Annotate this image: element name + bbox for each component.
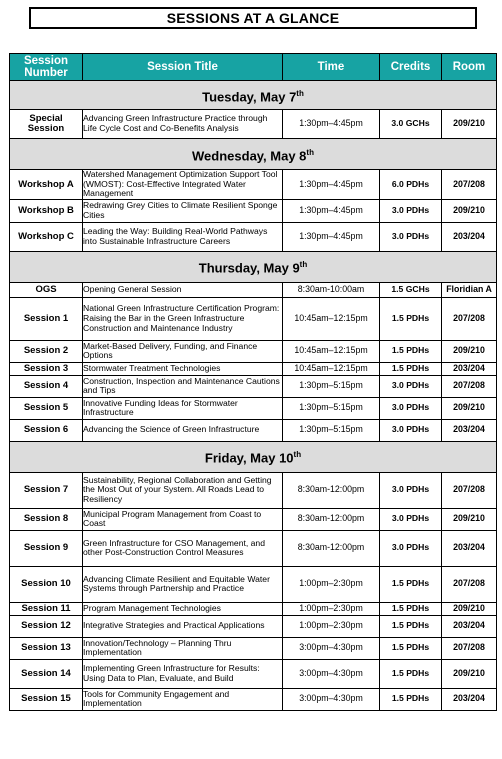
session-room: 209/210 <box>442 199 497 222</box>
day-header-row <box>10 81 497 110</box>
session-title: Advancing Green Infrastructure Practice through Life Cycle Cost and Co-Benefits Analysis <box>83 110 283 139</box>
session-number: Session 4 <box>10 375 83 397</box>
table-row <box>10 282 497 297</box>
session-credits: 1.5 PDHs <box>380 688 442 710</box>
session-room: 207/208 <box>442 637 497 659</box>
session-credits: 1.5 PDHs <box>380 340 442 362</box>
session-room: 207/208 <box>442 472 497 508</box>
header-session-number: Session Number <box>10 54 83 81</box>
session-number: OGS <box>10 282 83 297</box>
table-row <box>10 340 497 362</box>
table-row <box>10 362 497 375</box>
session-time: 3:00pm–4:30pm <box>283 659 380 688</box>
session-title: Municipal Program Management from Coast to Coast <box>83 508 283 530</box>
session-room: 207/208 <box>442 170 497 200</box>
session-credits: 1.5 PDHs <box>380 362 442 375</box>
day-header <box>10 139 497 170</box>
session-room: 207/208 <box>442 375 497 397</box>
session-credits: 1.5 PDHs <box>380 659 442 688</box>
day-header-row <box>10 139 497 170</box>
table-row <box>10 170 497 200</box>
session-time: 1:00pm–2:30pm <box>283 602 380 615</box>
session-time: 8:30am-12:00pm <box>283 508 380 530</box>
header-session-title: Session Title <box>83 54 283 81</box>
session-credits: 1.5 PDHs <box>380 615 442 637</box>
day-suffix: th <box>296 88 304 98</box>
session-title: Tools for Community Engagement and Implementation <box>83 688 283 710</box>
session-number: Workshop B <box>10 199 83 222</box>
session-title: Stormwater Treatment Technologies <box>83 362 283 375</box>
session-credits: 3.0 GCHs <box>380 110 442 139</box>
table-header-row <box>10 54 497 81</box>
table-row <box>10 472 497 508</box>
day-label: Friday, May 10 <box>204 450 294 466</box>
session-number: Session 10 <box>10 566 83 602</box>
session-title: National Green Infrastructure Certification Program: Raising the Bar in the Green Infrastructure Construction and Maintenance Industry <box>83 297 283 340</box>
session-room: 203/204 <box>442 222 497 251</box>
session-credits: 1.5 PDHs <box>380 297 442 340</box>
session-number: Session 13 <box>10 637 83 659</box>
session-title: Innovation/Technology – Planning Thru Implementation <box>83 637 283 659</box>
session-number: Session 1 <box>10 297 83 340</box>
day-header <box>10 251 497 282</box>
session-number: Special Session <box>10 110 83 139</box>
session-number: Session 15 <box>10 688 83 710</box>
table-row <box>10 659 497 688</box>
session-credits: 1.5 PDHs <box>380 637 442 659</box>
session-title: Redrawing Grey Cities to Climate Resilient Sponge Cities <box>83 199 283 222</box>
session-time: 10:45am–12:15pm <box>283 362 380 375</box>
sessions-table <box>9 53 497 711</box>
session-time: 10:45am–12:15pm <box>283 340 380 362</box>
session-title: Program Management Technologies <box>83 602 283 615</box>
session-time: 1:30pm–5:15pm <box>283 375 380 397</box>
session-time: 8:30am-10:00am <box>283 282 380 297</box>
session-credits: 3.0 PDHs <box>380 530 442 566</box>
session-credits: 1.5 PDHs <box>380 602 442 615</box>
table-row <box>10 566 497 602</box>
session-room: 203/204 <box>442 362 497 375</box>
session-title: Green Infrastructure for CSO Management, and other Post-Construction Control Measures <box>83 530 283 566</box>
page-title: SESSIONS AT A GLANCE <box>29 7 477 29</box>
day-header <box>10 441 497 472</box>
session-time: 8:30am-12:00pm <box>283 472 380 508</box>
session-title: Advancing the Science of Green Infrastructure <box>83 419 283 441</box>
session-credits: 1.5 GCHs <box>380 282 442 297</box>
day-suffix: th <box>293 450 302 460</box>
session-room: 209/210 <box>442 508 497 530</box>
day-label: Tuesday, May 7 <box>202 88 297 104</box>
day-label: Wednesday, May 8 <box>192 147 307 163</box>
table-row <box>10 199 497 222</box>
session-room: 209/210 <box>442 602 497 615</box>
session-credits: 3.0 PDHs <box>380 222 442 251</box>
session-title: Market-Based Delivery, Funding, and Finance Options <box>83 340 283 362</box>
session-credits: 3.0 PDHs <box>380 397 442 419</box>
header-credits: Credits <box>380 54 442 81</box>
session-time: 1:30pm–4:45pm <box>283 170 380 200</box>
session-time: 1:30pm–4:45pm <box>283 110 380 139</box>
session-room: 207/208 <box>442 566 497 602</box>
session-time: 1:00pm–2:30pm <box>283 566 380 602</box>
session-room: 203/204 <box>442 688 497 710</box>
day-suffix: th <box>306 147 314 157</box>
session-room: 203/204 <box>442 530 497 566</box>
session-title: Advancing Climate Resilient and Equitable Water Systems through Partnership and Practice <box>83 566 283 602</box>
day-header <box>10 81 497 110</box>
session-room: 203/204 <box>442 419 497 441</box>
session-number: Workshop C <box>10 222 83 251</box>
table-row <box>10 110 497 139</box>
header-time: Time <box>283 54 380 81</box>
table-row <box>10 297 497 340</box>
session-number: Session 8 <box>10 508 83 530</box>
session-time: 1:30pm–5:15pm <box>283 419 380 441</box>
table-row <box>10 637 497 659</box>
session-credits: 3.0 PDHs <box>380 472 442 508</box>
session-title: Innovative Funding Ideas for Stormwater Infrastructure <box>83 397 283 419</box>
session-room: 207/208 <box>442 297 497 340</box>
session-number: Workshop A <box>10 170 83 200</box>
session-title: Sustainability, Regional Collaboration and Getting the Most Out of your System. All Roads Lead to Resiliency <box>83 472 283 508</box>
session-time: 1:00pm–2:30pm <box>283 615 380 637</box>
table-row <box>10 602 497 615</box>
session-room: 209/210 <box>442 659 497 688</box>
session-credits: 3.0 PDHs <box>380 199 442 222</box>
table-row <box>10 375 497 397</box>
session-credits: 6.0 PDHs <box>380 170 442 200</box>
table-row <box>10 615 497 637</box>
session-number: Session 5 <box>10 397 83 419</box>
session-time: 8:30am-12:00pm <box>283 530 380 566</box>
session-time: 1:30pm–5:15pm <box>283 397 380 419</box>
session-title: Construction, Inspection and Maintenance Cautions and Tips <box>83 375 283 397</box>
session-number: Session 3 <box>10 362 83 375</box>
session-title: Leading the Way: Building Real-World Pathways into Sustainable Infrastructure Careers <box>83 222 283 251</box>
session-time: 1:30pm–4:45pm <box>283 199 380 222</box>
table-row <box>10 222 497 251</box>
day-suffix: th <box>299 260 308 270</box>
session-number: Session 6 <box>10 419 83 441</box>
day-header-row <box>10 441 497 472</box>
table-row <box>10 688 497 710</box>
session-title: Watershed Management Optimization Support Tool (WMOST): Cost-Effective Integrated Water Management <box>83 170 283 200</box>
session-title: Opening General Session <box>83 282 283 297</box>
table-row <box>10 419 497 441</box>
day-header-row <box>10 251 497 282</box>
session-number: Session 7 <box>10 472 83 508</box>
session-credits: 3.0 PDHs <box>380 508 442 530</box>
session-room: 203/204 <box>442 615 497 637</box>
session-room: 209/210 <box>442 340 497 362</box>
day-label: Thursday, May 9 <box>198 260 300 276</box>
session-number: Session 9 <box>10 530 83 566</box>
session-number: Session 12 <box>10 615 83 637</box>
session-title: Implementing Green Infrastructure for Results: Using Data to Plan, Evaluate, and Build <box>83 659 283 688</box>
session-time: 3:00pm–4:30pm <box>283 637 380 659</box>
session-time: 10:45am–12:15pm <box>283 297 380 340</box>
session-room: Floridian A <box>442 282 497 297</box>
session-title: Integrative Strategies and Practical Applications <box>83 615 283 637</box>
session-credits: 3.0 PDHs <box>380 419 442 441</box>
table-row <box>10 530 497 566</box>
session-credits: 1.5 PDHs <box>380 566 442 602</box>
table-row <box>10 508 497 530</box>
sessions-table-body <box>10 81 497 711</box>
session-number: Session 2 <box>10 340 83 362</box>
header-room: Room <box>442 54 497 81</box>
session-number: Session 11 <box>10 602 83 615</box>
session-room: 209/210 <box>442 110 497 139</box>
session-credits: 3.0 PDHs <box>380 375 442 397</box>
session-time: 1:30pm–4:45pm <box>283 222 380 251</box>
session-number: Session 14 <box>10 659 83 688</box>
session-room: 209/210 <box>442 397 497 419</box>
table-row <box>10 397 497 419</box>
session-time: 3:00pm–4:30pm <box>283 688 380 710</box>
